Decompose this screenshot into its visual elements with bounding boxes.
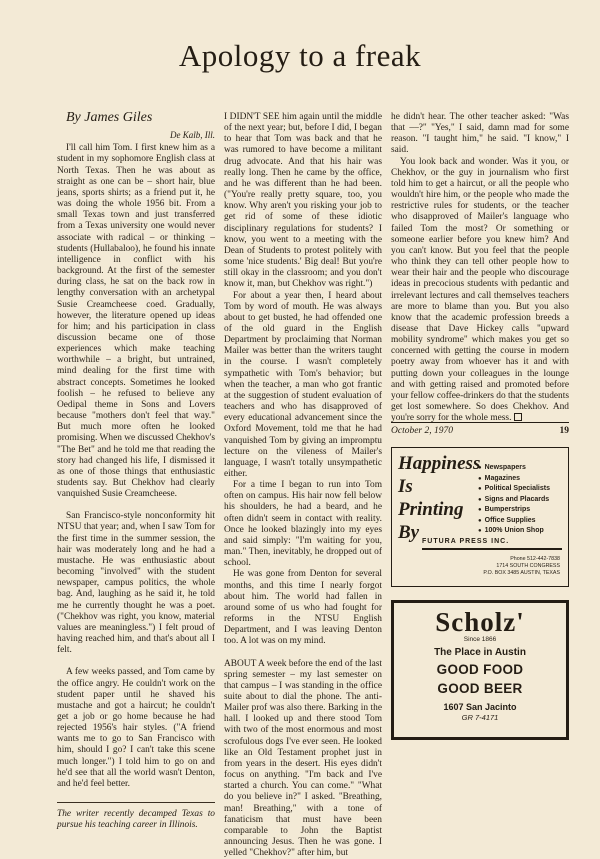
page-footer (391, 422, 569, 436)
tagline: The Place in Austin (395, 647, 565, 658)
paragraph: For about a year then, I heard about Tom by word of mouth. He was always about to get busted, he had offended one of the old guard in the English Department by proclaiming that Norman Mailer was better than the writers taught in the course. I wasn't completely sympathetic with Tom's behavior; but when the teacher, a man who got frantic at the suggestion of student evaluation of teachers and who has disapproved of every educational advancement since the Oxford Movement, told me that he had vanquished Tom by giving an impromptu lecture on the vileness of Mailer's language, I wasn't totally unsympathetic either. (224, 291, 382, 481)
scholz-logo: Scholz' (395, 606, 565, 638)
paragraph: For a time I began to run into Tom often on campus. His hair now fell below his shoulders, he had a beard, and he often didn't seem in contact with reality. Once he looked blazingly into my eyes and said simply: "I'm waiting for you, man." Then, inevitably, he dropped out of school. (224, 480, 382, 569)
article-column-2 (224, 112, 382, 859)
ad-headline-1: Happiness (398, 452, 562, 475)
company-address (450, 556, 560, 577)
paragraph: He was gone from Denton for several months, and this time I nearly forgot about him. The world had fallen in around some of us who had fought for reforms in the NTSU English Department, and I was leaving Denton too. A lot was on my mind. (224, 569, 382, 647)
end-mark-icon (514, 413, 522, 421)
street: 1714 SOUTH CONGRESS (450, 563, 560, 570)
services-list (478, 463, 568, 537)
paragraph: he didn't hear. The other teacher asked: "Was that ––?" "Yes," I said, damn mad for some reason. "I taught him," he said. "I know," I said. (391, 112, 569, 157)
paragraph: A few weeks passed, and Tom came by the office angry. He couldn't work on the student paper until he shaved his mustache and got a haircut; he couldn't get a job or go home because he had rejected 1956's hair styles. ("A friend wants me to go to San Francisco with him, should I go? I can't take this scene much longer.") I told him to go on and he'd see that all the world wasn't Denton, and he'd feel better. (57, 667, 215, 790)
page-number: 19 (560, 426, 570, 436)
address: 1607 San Jacinto (395, 702, 565, 712)
phone: GR 7-4171 (395, 713, 565, 722)
author-note: The writer recently decamped Texas to pursue his teaching career in Illinois. (57, 802, 215, 831)
ad-headline-2: Is (398, 475, 562, 498)
list-item: ● Bumperstrips (478, 505, 568, 516)
paragraph: I DIDN'T SEE him again until the middle of the next year; but, before I did, I began to hear that Tom was back and that he was rumored to have become a militant drug advocate. And that his hair was really long. Then he came by the office, and he was different than he had been. ("You're really pretty square, too, you know. Why aren't you risking your job to get rid of some of these idiotic disciplinary regulations for students? I know, you went to a meeting with the Dean of Students to protest politely with some 'nice students.' Big deal! But you're still okay in the classroom; and you don't know it, man, but Chekhov was right.") (224, 112, 382, 291)
futura-press-ad (391, 447, 569, 587)
paragraph: ABOUT A week before the end of the last spring semester – my last semester on that campus – I was standing in the office suite about to dial the phone. The anti-Mailer prof was also there. Barking in the hall. I looked up and there stood Tom with two of the most enormous and most scrofulous dogs I've ever seen. He looked like an Old Testament prophet just in from years in the desert. His eyes didn't focus on anything. "I'm back and I've started a church. You can come." "What do you believe in?" I asked. "Breathing, man! Breathing," with a tone of fanaticism that must have been comparable to John the Baptist announcing Jesus. Then he was gone. I yelled "Chekhov?" after him, but (224, 659, 382, 859)
scholz-ad-inner (394, 603, 566, 737)
list-item: ● Newspapers (478, 463, 568, 474)
scholz-ad (391, 600, 569, 740)
phone: Phone 512-442-7838 (450, 556, 560, 563)
list-item: ● Office Supplies (478, 516, 568, 527)
good-beer: GOOD BEER (395, 681, 565, 696)
dateline: De Kalb, Ill. (57, 130, 215, 141)
list-item: ● Signs and Placards (478, 495, 568, 506)
po-box: P.O. BOX 3485 AUSTIN, TEXAS (450, 570, 560, 577)
list-item: ● 100% Union Shop (478, 526, 568, 537)
company-name: FUTURA PRESS INC. (422, 538, 562, 550)
article-column-1 (57, 112, 215, 831)
paragraph: San Francisco-style nonconformity hit NTSU that year; and, when I saw Tom for the first time in the summer session, the hair was moderately long and he had a mustache. He was enthusiastic about becoming "involved" with the student newspaper, campus politics, the whole bag. And, laughing as he said it, he told me he currently thought he was a poet. ("Chekhov was right, you know, material values are meaningless.") I felt proud of having reached him, and that's about all I felt. (57, 511, 215, 656)
list-item: ● Political Specialists (478, 484, 568, 495)
paragraph: I'll call him Tom. I first knew him as a student in my sophomore English class at North Texas. Then he was about as straight as one can be – short hair, blue jeans, sports shirts; as a friend put it, he was doing the whole 1956 bit. From a small Texas town and just transferred from a Texas university one would never associate with radical – or thinking – students (Hullabaloo), he found his innate intelligence in conflict with his background. At the first of the semester during class, he sat on the back row in lengthy conversation with an archetypal Susie Creamcheese coed. Gradually, however, the literature opened up ideas for him; and his participation in class discussion became one of those experiences which make teaching worthwhile – a bright, but untrained, mind dealing for the first time with abstract concepts. Sometimes he looked foolish – he refused to believe any Oedipal theme in Sons and Lovers because "mothers don't feel that way." But much more often he looked promising. When we discussed Chekhov's "The Bet" and he told me that reading the story had changed his life, I dismissed it as one of those things that enthusiastic students say. But Chekhov had clearly vanquished Susie Creamcheese. (57, 143, 215, 500)
list-item: ● Magazines (478, 474, 568, 485)
issue-date: October 2, 1970 (391, 426, 453, 436)
paragraph (391, 157, 569, 425)
ad-headline-3: Printing (398, 498, 562, 521)
byline: By James Giles (57, 112, 215, 123)
since-year: Since 1866 (395, 636, 565, 643)
article-column-3 (391, 112, 569, 424)
good-food: GOOD FOOD (395, 662, 565, 677)
paragraph-text: You look back and wonder. Was it you, or Chekhov, or the guy in journalism who first told him to get a haircut, or all the people who wouldn't hire him, or the people who made the restrictive rules for students, or the teacher who disapproved of Mailer's language who failed Tom the most? Or something or someone earlier before you knew him? And you can't know. But you feel that the people who think they can tell other people how to wear their hair and the people who discourage ideas in precocious students with pedantic and irrelevant lectures and call themselves teachers are more to blame than you. But you also know that the academic profession breeds a disease that Dave Hickey calls "upward mobility syndrome" which makes you get so concerned with getting the course in modern poetry away from whoever has it and with putting down your colleagues in the lounge and with getting raised and promoted before your fellow coffee-drinkers do that the students get lost somewhere. So does Chekhov. And you're sorry for the whole mess. (391, 157, 569, 424)
article-title: Apology to a freak (0, 38, 600, 74)
ad-headline-4: By (398, 521, 562, 544)
